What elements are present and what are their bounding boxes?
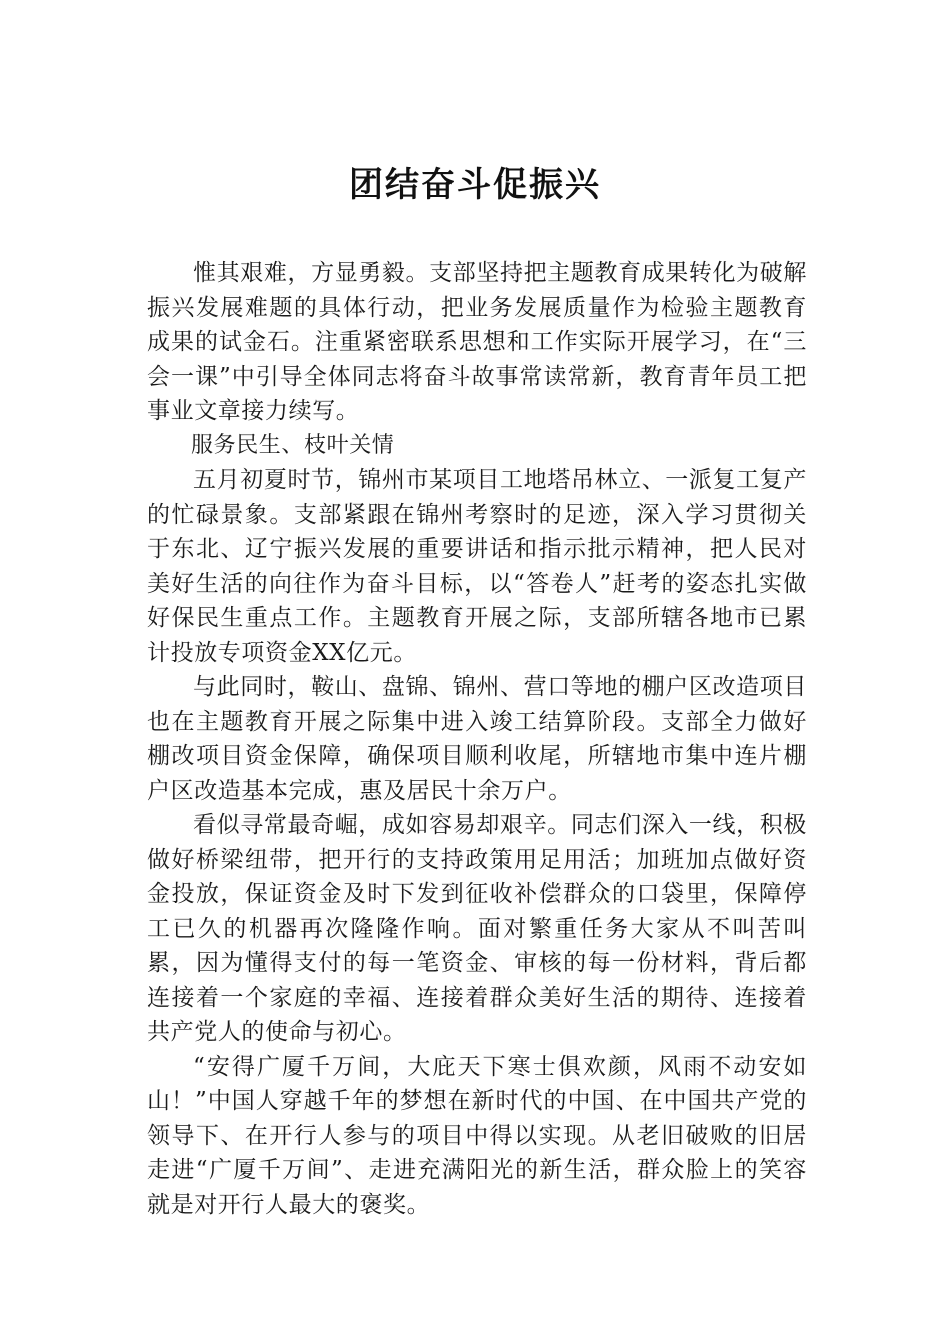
paragraph-poem-quote: “安得广厦千万间，大庇天下寒士俱欢颜，风雨不动安如山！”中国人穿越千年的梦想在新时代的中国、在中国共产党的领导下、在开行人参与的项目中得以实现。从老旧破败的旧居走进“广厦千万间”、走进充满阳光的新生活，群众脸上的笑容就是对开行人最大的褒奖。 bbox=[147, 1053, 807, 1218]
paragraph-may-jinzhou: 五月初夏时节，锦州市某项目工地塔吊林立、一派复工复产的忙碌景象。支部紧跟在锦州考察时的足迹，深入学习贯彻关于东北、辽宁振兴发展的重要讲话和指示批示精神，把人民对美好生活的向往作为奋斗目标，以“答卷人”赶考的姿态扎实做好保民生重点工作。主题教育开展之际，支部所辖各地市已累计投放专项资金XX亿元。 bbox=[147, 467, 807, 666]
section-heading: 服务民生、枝叶关情 bbox=[191, 432, 395, 458]
document-body bbox=[147, 256, 807, 1222]
paragraph-intro: 惟其艰难，方显勇毅。支部坚持把主题教育成果转化为破解振兴发展难题的具体行动，把业务发展质量作为检验主题教育成果的试金石。注重紧密联系思想和工作实际开展学习，在“三会一课”中引导全体同志将奋斗故事常读常新，教育青年员工把事业文章接力续写。 bbox=[147, 260, 807, 424]
document-title: 团结奋斗促振兴 bbox=[349, 165, 601, 205]
paragraph-frontline-work: 看似寻常最奇崛，成如容易却艰辛。同志们深入一线，积极做好桥梁纽带，把开行的支持政策用足用活；加班加点做好资金投放，保证资金及时下发到征收补偿群众的口袋里，保障停工已久的机器再次隆隆作响。面对繁重任务大家从不叫苦叫累，因为懂得支付的每一笔资金、审核的每一份材料，背后都连接着一个家庭的幸福、连接着群众美好生活的期待、连接着共产党人的使命与初心。 bbox=[147, 812, 807, 1045]
paragraph-shantytown-renovation: 与此同时，鞍山、盘锦、锦州、营口等地的棚户区改造项目也在主题教育开展之际集中进入竣工结算阶段。支部全力做好棚改项目资金保障，确保项目顺利收尾，所辖地市集中连片棚户区改造基本完成，惠及居民十余万户。 bbox=[147, 674, 807, 804]
